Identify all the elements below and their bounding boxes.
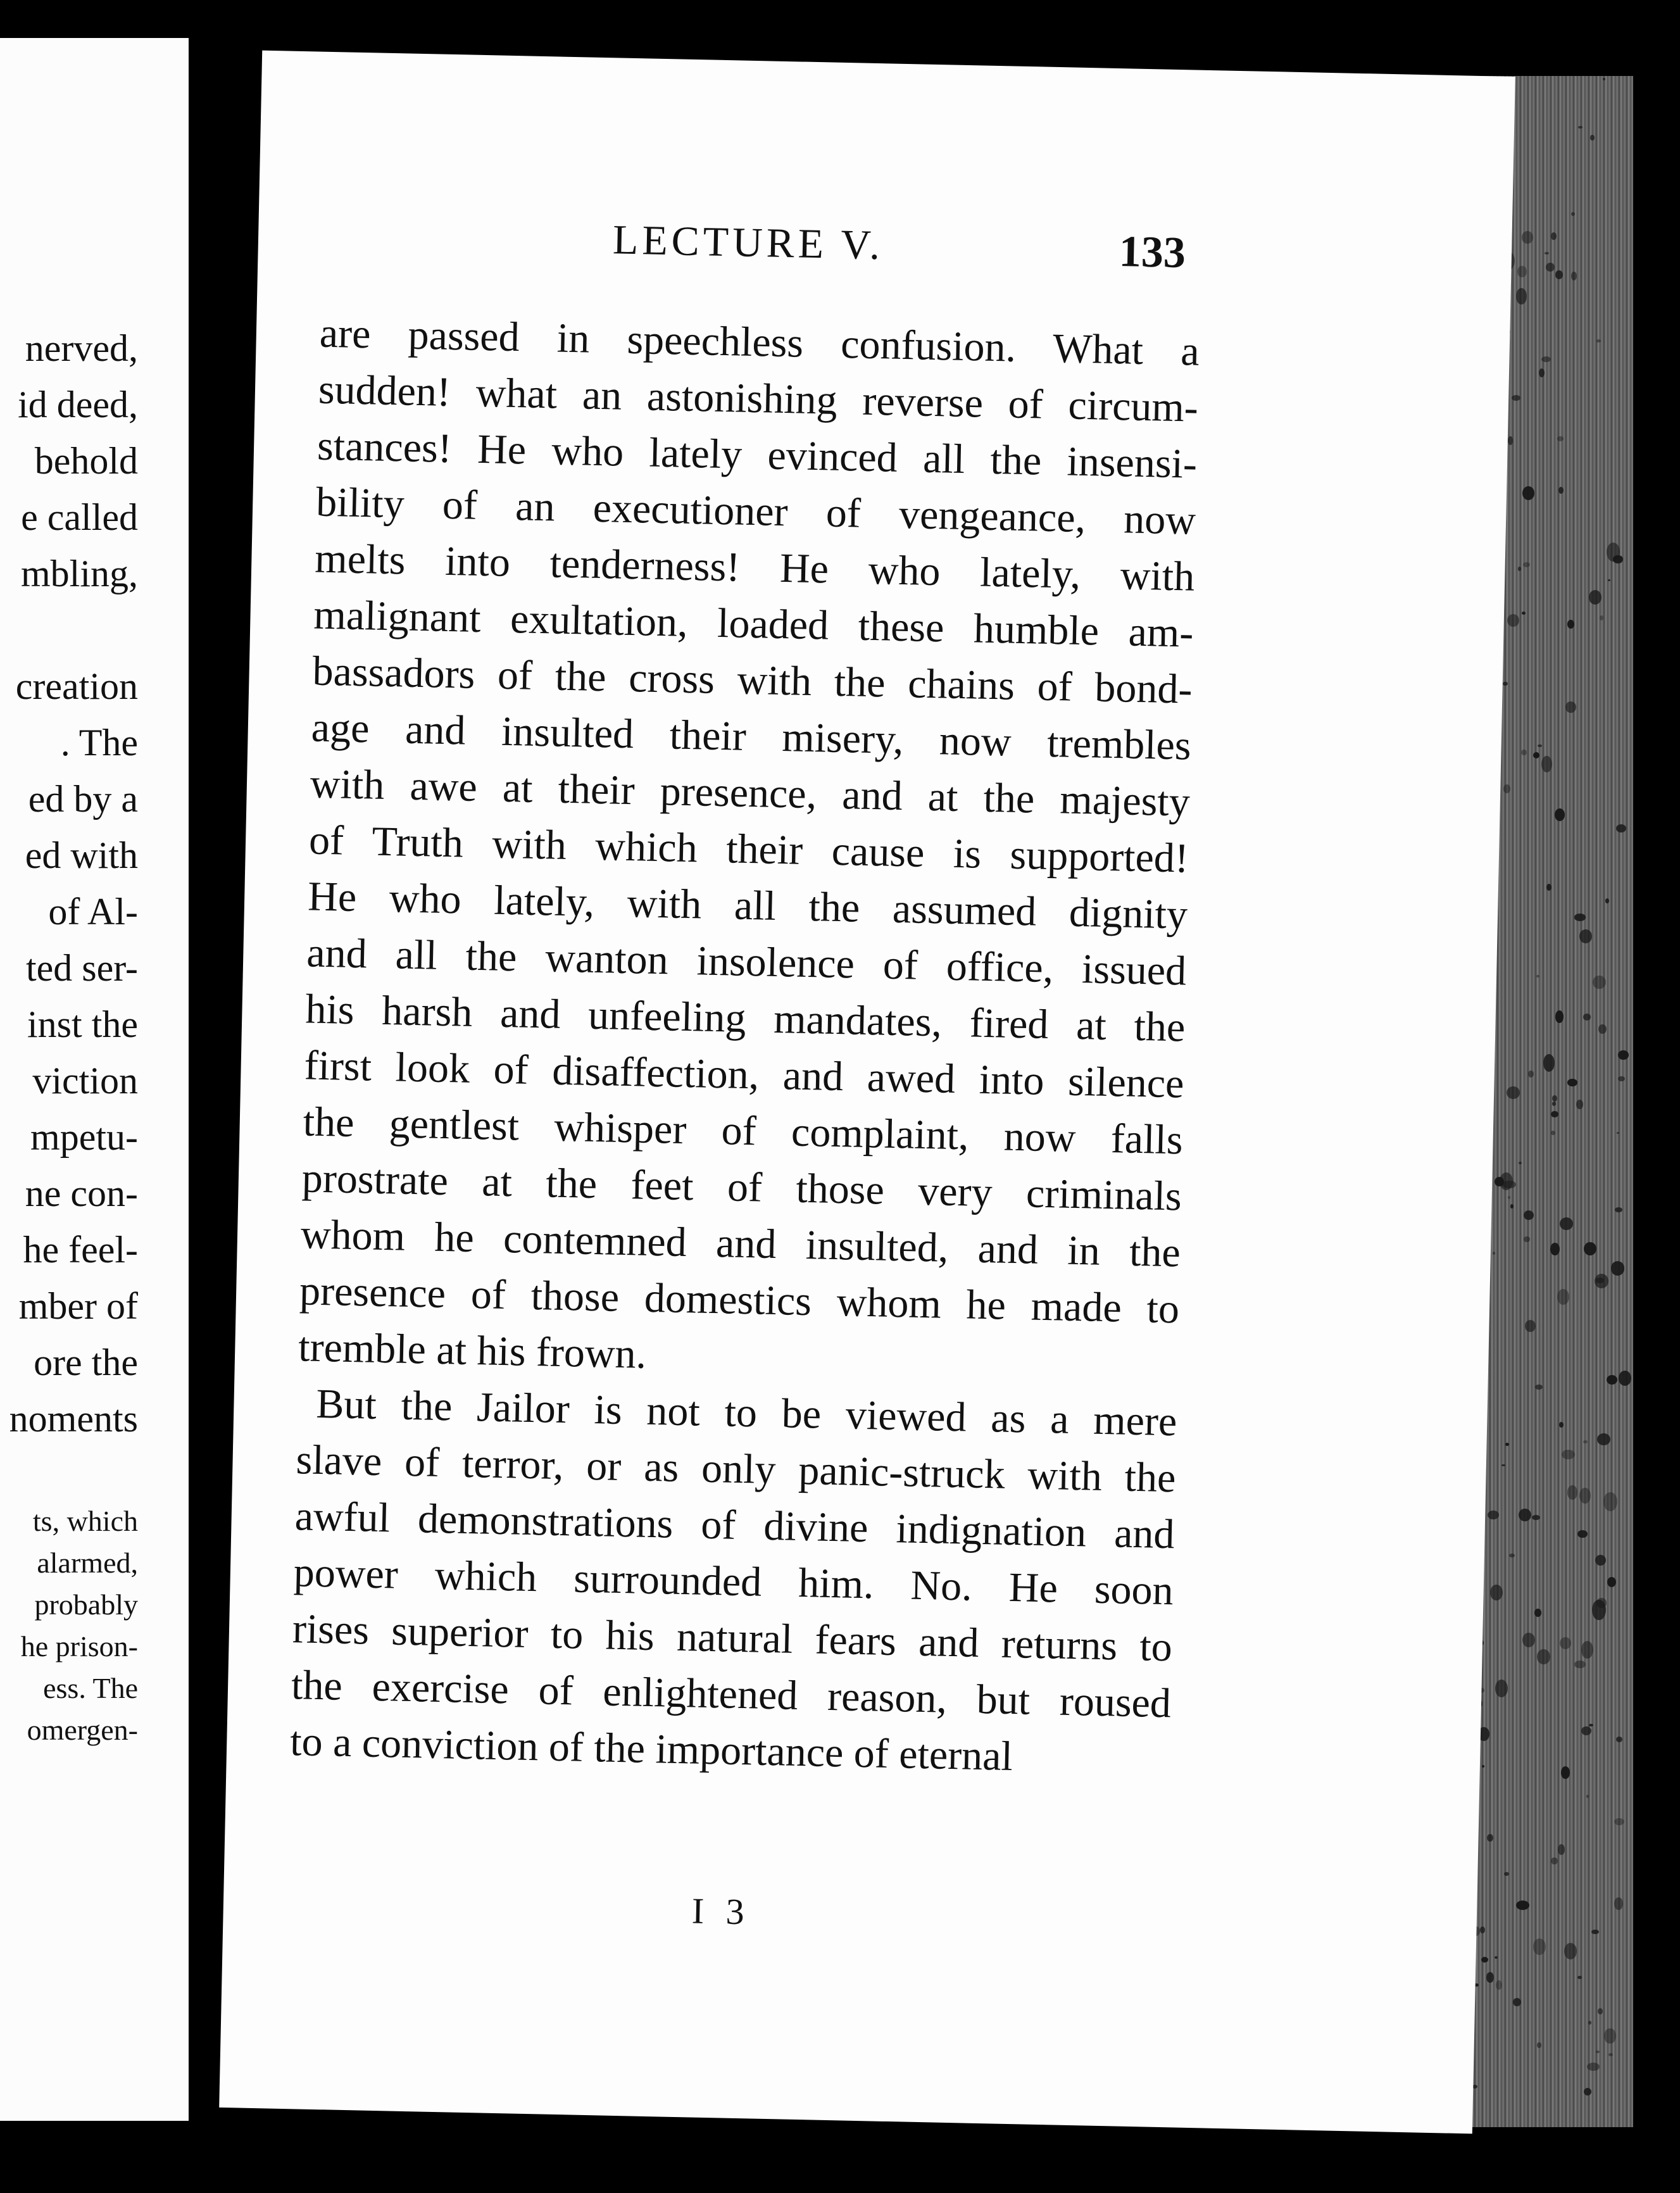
edge-speckle — [1552, 1102, 1556, 1106]
edge-speckle — [1550, 1243, 1560, 1255]
edge-speckle — [1618, 1050, 1629, 1060]
page-number: 133 — [1119, 227, 1186, 278]
main-page — [219, 51, 1515, 2134]
left-page-line: mpetu- — [30, 1116, 138, 1158]
body-line: the exercise of enlightened reason, but roused — [291, 1662, 1172, 1727]
edge-speckle — [1591, 1930, 1599, 1935]
edge-speckle — [1482, 1765, 1484, 1768]
edge-speckle — [1508, 436, 1514, 445]
edge-speckle — [1505, 1443, 1509, 1446]
edge-speckle — [1523, 562, 1530, 567]
edge-speckle — [1543, 1054, 1555, 1072]
edge-speckle — [1615, 1207, 1622, 1212]
edge-speckle — [1521, 750, 1527, 755]
body-line: whom he contemned and insulted, and in the — [300, 1211, 1181, 1276]
body-line: stances! He who lately evinced all the insensi- — [317, 422, 1198, 487]
left-page-line: he feel- — [23, 1229, 138, 1271]
edge-speckle — [1537, 1649, 1550, 1664]
body-line: awful demonstrations of divine indignation and — [294, 1493, 1175, 1558]
paragraph-1 — [298, 305, 1200, 1394]
edge-speckle — [1487, 1834, 1493, 1842]
body-line: bassadors of the cross with the chains of bond- — [311, 648, 1193, 713]
edge-speckle — [1616, 1737, 1622, 1743]
left-page-footnote-line: probably — [34, 1588, 138, 1621]
edge-speckle — [1595, 1274, 1608, 1288]
edge-speckle — [1614, 1897, 1623, 1910]
body-line: with awe at their presence, and at the majesty — [310, 760, 1191, 826]
edge-speckle — [1560, 1637, 1571, 1649]
edge-speckle — [1507, 1086, 1520, 1099]
edge-speckle — [1541, 356, 1551, 362]
edge-speckle — [1600, 615, 1603, 621]
edge-speckle — [1581, 1726, 1591, 1735]
body-line: first look of disaffection, and awed into silence — [303, 1042, 1185, 1107]
body-line: age and insulted their misery, now trembles — [311, 704, 1192, 769]
left-page-footnote-line: ess. The — [43, 1672, 138, 1704]
edge-speckle — [1495, 1956, 1498, 1959]
edge-speckle — [1581, 1641, 1593, 1659]
edge-speckle — [1559, 1422, 1564, 1428]
edge-speckle — [1561, 1766, 1570, 1779]
edge-speckle — [1534, 1609, 1541, 1617]
edge-speckle — [1524, 1210, 1534, 1220]
edge-speckle — [1557, 1289, 1569, 1305]
edge-speckle — [1603, 1492, 1617, 1511]
running-head: LECTURE V. — [612, 217, 884, 269]
edge-speckle — [1597, 1433, 1610, 1445]
edge-speckle — [1567, 620, 1574, 629]
edge-speckle — [1565, 701, 1576, 713]
edge-speckle — [1605, 898, 1609, 903]
edge-speckle — [1552, 1095, 1557, 1102]
edge-speckle — [1518, 567, 1521, 571]
left-page-line: ne con- — [25, 1172, 138, 1214]
edge-speckle — [1533, 1939, 1545, 1955]
left-page-line: . The — [60, 722, 138, 763]
edge-speckle — [1558, 487, 1564, 494]
body-line: But the Jailor is not to be viewed as a mere — [315, 1380, 1177, 1445]
edge-speckle — [1608, 579, 1611, 581]
edge-speckle — [1507, 614, 1519, 627]
edge-speckle — [1589, 590, 1602, 605]
edge-speckle — [1522, 486, 1534, 500]
edge-speckle — [1574, 914, 1586, 921]
edge-speckle — [1512, 395, 1520, 401]
edge-speckle — [1617, 1132, 1620, 1134]
body-line: He who lately, with all the assumed dignity — [307, 873, 1188, 938]
edge-speckle — [1538, 745, 1542, 748]
edge-speckle — [1613, 555, 1622, 563]
edge-speckle — [1577, 1976, 1581, 1979]
left-page-line: inst the — [27, 1003, 138, 1045]
edge-speckle — [1555, 270, 1563, 279]
left-page-footnote-line: he prison- — [20, 1630, 138, 1662]
edge-speckle — [1486, 1972, 1494, 1982]
edge-speckle — [1598, 2008, 1603, 2014]
edge-speckle — [1533, 752, 1539, 758]
edge-speckle — [1618, 1076, 1625, 1081]
edge-speckle — [1496, 1980, 1502, 1990]
edge-speckle — [1567, 1079, 1577, 1086]
left-page-line: ted ser- — [25, 947, 138, 989]
edge-speckle — [1551, 232, 1557, 241]
left-page-line: nerved, — [25, 327, 138, 369]
left-page-line: mber of — [18, 1285, 138, 1327]
edge-speckle — [1593, 976, 1606, 990]
left-page-line: e called — [21, 496, 138, 538]
body-line: his harsh and unfeeling mandates, fired at the — [304, 986, 1186, 1051]
left-page-line: id deed, — [18, 384, 138, 425]
edge-speckle — [1595, 1555, 1606, 1566]
edge-speckle — [1519, 1509, 1531, 1521]
edge-speckle — [1562, 1450, 1574, 1459]
edge-speckle — [1539, 368, 1545, 378]
edge-speckle — [1616, 824, 1626, 833]
edge-speckle — [1589, 1724, 1593, 1727]
edge-speckle — [1603, 78, 1606, 80]
edge-speckle — [1596, 339, 1601, 342]
edge-speckle — [1510, 1204, 1514, 1209]
edge-speckle — [1546, 884, 1551, 891]
left-page-line: mbling, — [20, 553, 138, 594]
edge-speckle — [1551, 1111, 1558, 1118]
body-line: prostrate at the feet of those very criminals — [301, 1155, 1182, 1220]
edge-speckle — [1488, 1511, 1499, 1519]
edge-speckle — [1558, 1844, 1565, 1854]
edge-speckle — [1490, 1585, 1503, 1600]
edge-speckle — [1501, 1464, 1505, 1467]
edge-speckle — [1517, 266, 1527, 277]
edge-speckle — [1588, 2021, 1591, 2025]
edge-speckle — [1535, 1385, 1543, 1390]
edge-speckle — [1516, 1901, 1529, 1910]
edge-speckle — [1551, 1131, 1555, 1135]
edge-speckle — [1504, 1872, 1509, 1876]
edge-speckle — [1516, 288, 1527, 305]
edge-speckle — [1528, 1071, 1534, 1078]
edge-speckle — [1611, 1261, 1625, 1275]
edge-speckle — [1513, 1998, 1521, 2006]
edge-speckle — [1551, 1857, 1557, 1864]
edge-speckle — [1607, 1577, 1616, 1587]
edge-speckle — [1564, 1943, 1577, 1959]
edge-speckle — [1607, 1375, 1617, 1385]
body-line: slave of terror, or as only panic-struck with the — [295, 1436, 1177, 1502]
body-line: bility of an executioner of vengeance, now — [315, 479, 1196, 544]
edge-speckle — [1495, 1680, 1508, 1697]
left-page — [0, 38, 189, 2121]
edge-speckle — [1619, 1371, 1631, 1385]
edge-speckle — [1508, 1196, 1511, 1199]
edge-speckle — [1583, 1014, 1590, 1020]
edge-speckle — [1571, 212, 1575, 216]
edge-speckle — [1536, 975, 1539, 977]
edge-speckle — [1503, 784, 1510, 793]
edge-speckle — [1524, 1236, 1530, 1241]
edge-speckle — [1574, 1661, 1585, 1668]
edge-speckle — [1522, 612, 1526, 615]
edge-speckle — [1546, 263, 1555, 272]
body-line: malignant exultation, loaded these humble am- — [313, 591, 1194, 657]
edge-speckle — [1579, 1488, 1591, 1504]
edge-speckle — [1584, 2088, 1591, 2096]
edge-speckle — [1557, 436, 1564, 441]
edge-speckle — [1519, 1162, 1522, 1164]
body-line: to a conviction of the importance of eternal — [289, 1718, 1013, 1780]
body-line: of Truth with which their cause is supported! — [308, 817, 1189, 882]
edge-speckle — [1579, 929, 1591, 943]
edge-speckle — [1545, 252, 1549, 254]
edge-speckle — [1509, 1554, 1515, 1557]
left-page-line: ed by a — [28, 778, 138, 820]
edge-speckle — [1522, 231, 1533, 243]
edge-speckle — [1596, 1598, 1607, 1608]
page-body — [289, 305, 1200, 1788]
edge-speckle — [1503, 682, 1508, 686]
left-page-footnote-line: ts, which — [32, 1505, 138, 1537]
edge-speckle — [1480, 1926, 1485, 1933]
edge-speckle — [1472, 2085, 1477, 2089]
edge-speckle — [1571, 272, 1577, 280]
edge-speckle — [1481, 1957, 1488, 1963]
body-line: melts into tenderness! He who lately, with — [314, 535, 1195, 600]
edge-speckle — [1614, 1818, 1624, 1825]
left-page-line: behold — [34, 440, 138, 482]
edge-speckle — [1541, 756, 1552, 772]
edge-speckle — [1493, 1252, 1495, 1254]
edge-speckle — [1586, 1795, 1589, 1798]
edge-speckle — [1555, 808, 1565, 821]
body-line: and all the wanton insolence of office, issued — [306, 929, 1187, 995]
left-page-line: viction — [32, 1060, 138, 1102]
edge-speckle — [1583, 1440, 1588, 1443]
body-line: the gentlest whisper of complaint, now falls — [303, 1098, 1184, 1164]
edge-speckle — [1577, 1530, 1588, 1538]
edge-speckle — [1596, 2051, 1599, 2053]
left-page-footnote-line: alarmed, — [37, 1547, 138, 1579]
body-line: are passed in speechless confusion. What a — [319, 310, 1200, 375]
edge-speckle — [1576, 1100, 1583, 1109]
body-line: sudden! what an astonishing reverse of circum- — [318, 366, 1199, 431]
left-page-line: ore the — [34, 1342, 138, 1383]
left-page-line: ed with — [25, 834, 138, 876]
edge-speckle — [1525, 1320, 1536, 1333]
signature-mark: I 3 — [691, 1890, 751, 1933]
left-page-line: of Al- — [48, 891, 138, 933]
edge-speckle — [1555, 1010, 1564, 1023]
edge-speckle — [1567, 1485, 1578, 1500]
paragraph-2 — [289, 1375, 1177, 1788]
body-line: tremble at his frown. — [298, 1324, 647, 1378]
edge-speckle — [1604, 2028, 1616, 2044]
edge-speckle — [1522, 1633, 1535, 1647]
body-line: rises superior to his natural fears and returns to — [292, 1605, 1173, 1671]
left-page-line: creation — [15, 665, 138, 707]
edge-speckle — [1608, 2053, 1613, 2056]
edge-speckle — [1587, 2063, 1600, 2071]
edge-speckle — [1590, 135, 1594, 140]
body-line: power which surrounded him. No. He soon — [293, 1549, 1174, 1614]
left-page-line: noments — [9, 1398, 138, 1440]
body-line: presence of those domestics whom he made to — [299, 1267, 1180, 1333]
edge-speckle — [1537, 2042, 1541, 2047]
edge-speckle — [1560, 1217, 1573, 1230]
edge-speckle — [1584, 1242, 1596, 1255]
edge-speckle — [1532, 1515, 1540, 1520]
edge-speckle — [1598, 1024, 1607, 1034]
left-page-footnote-line: omergen- — [27, 1714, 138, 1746]
edge-speckle — [1578, 126, 1582, 129]
